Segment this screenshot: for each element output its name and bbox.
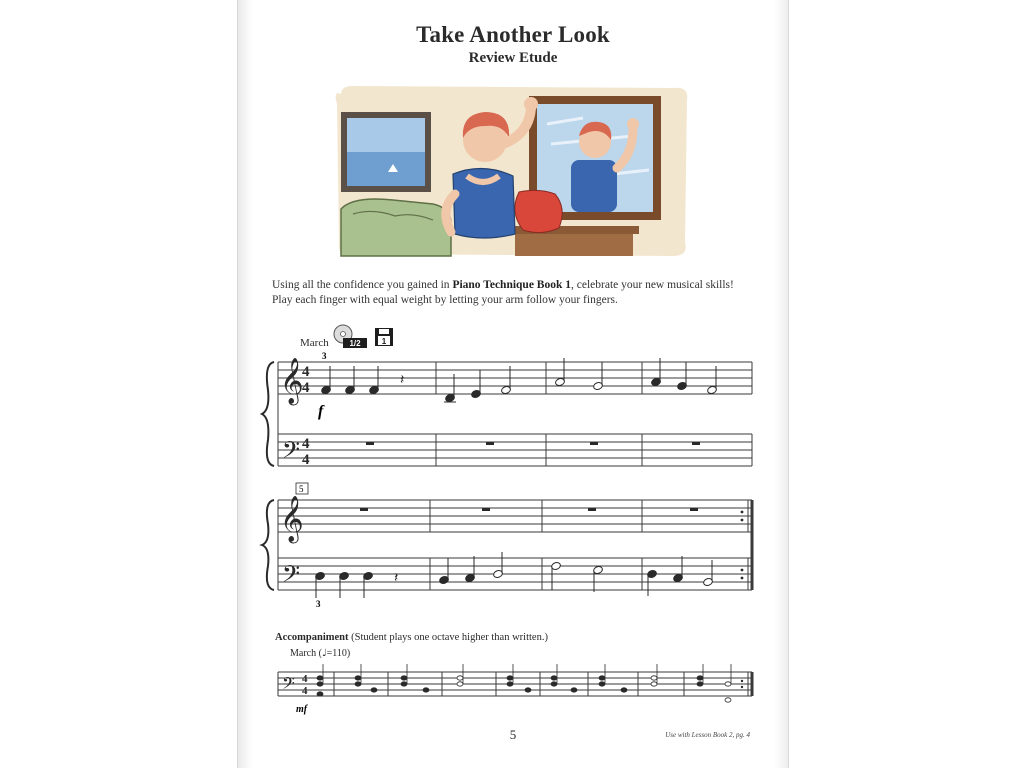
repeat-dots xyxy=(741,511,744,689)
intro-book-title: Piano Technique Book 1 xyxy=(452,279,571,291)
system1-brace xyxy=(262,362,274,466)
page-subtitle: Review Etude xyxy=(468,50,558,66)
acc-time-signature-top: 4 xyxy=(302,673,308,685)
tempo-marking: March xyxy=(300,337,329,349)
acc-time-signature-bottom: 4 xyxy=(302,685,308,697)
quarter-note-icon: ♩ xyxy=(321,648,327,659)
accompaniment-tempo xyxy=(290,648,350,659)
fingering-number: 3 xyxy=(316,599,321,609)
accompaniment-staff xyxy=(278,672,752,696)
cd-track-number: 1/2 xyxy=(349,339,361,348)
system2-treble-staff xyxy=(278,500,752,532)
footer-note: Use with Lesson Book 2, pg. 4 xyxy=(665,731,750,739)
disk-track-number: 1 xyxy=(381,337,387,346)
intro-paragraph xyxy=(272,278,742,308)
time-signature-bottom: 4 xyxy=(302,452,310,468)
intro-text-end: , celebrate your new musical skills! Play each finger with equal weight by letting your arm follow your fingers. xyxy=(272,279,734,306)
system1-bass-staff xyxy=(278,434,752,466)
accompaniment-tempo-label: March ( xyxy=(290,648,322,659)
left-margin xyxy=(0,0,238,768)
system2-brace xyxy=(262,500,274,590)
intro-text-start: Using all the confidence you gained in xyxy=(272,279,453,291)
time-signature-top: 4 xyxy=(302,364,310,380)
fingering-number: 3 xyxy=(322,351,327,361)
accompaniment-heading xyxy=(275,632,548,643)
cd-track-icon xyxy=(333,324,369,348)
page-title: Take Another Look xyxy=(416,22,610,47)
whole-rests xyxy=(360,442,700,511)
disk-track-icon xyxy=(375,328,393,346)
dynamic-forte: f xyxy=(318,403,324,420)
page-shade-right xyxy=(774,0,788,768)
system2-bass-staff xyxy=(278,558,752,590)
page-shade-left xyxy=(238,0,252,768)
treble-clef-icon: 𝄞 xyxy=(280,496,304,542)
illustration-mirror-scene xyxy=(333,84,693,260)
time-signature-bottom: 4 xyxy=(302,380,310,396)
accompaniment-title: Accompaniment xyxy=(275,632,349,643)
dynamic-mezzo-forte: mf xyxy=(296,704,308,715)
accompaniment-notes xyxy=(317,664,731,702)
page-number: 5 xyxy=(509,727,517,742)
accompaniment-note: (Student plays one octave higher than written.) xyxy=(348,632,548,643)
svg-text:𝄽: 𝄽 xyxy=(400,372,405,388)
bass-clef-icon: 𝄢 xyxy=(282,436,301,469)
book-page xyxy=(238,0,788,768)
bass-clef-icon: 𝄢 xyxy=(282,673,295,697)
svg-text:𝄽: 𝄽 xyxy=(394,570,399,586)
system1-treble-staff xyxy=(278,362,752,394)
accompaniment-tempo-value: =110) xyxy=(326,648,351,659)
bass-clef-icon: 𝄢 xyxy=(282,560,301,593)
system2-bass-notes xyxy=(315,552,714,598)
time-signature-top: 4 xyxy=(302,436,310,452)
treble-clef-icon: 𝄞 xyxy=(280,358,304,404)
measure-number: 5 xyxy=(299,484,304,494)
system1-treble-notes xyxy=(321,358,718,403)
measure-number-box xyxy=(296,483,308,494)
right-margin xyxy=(786,0,1024,768)
